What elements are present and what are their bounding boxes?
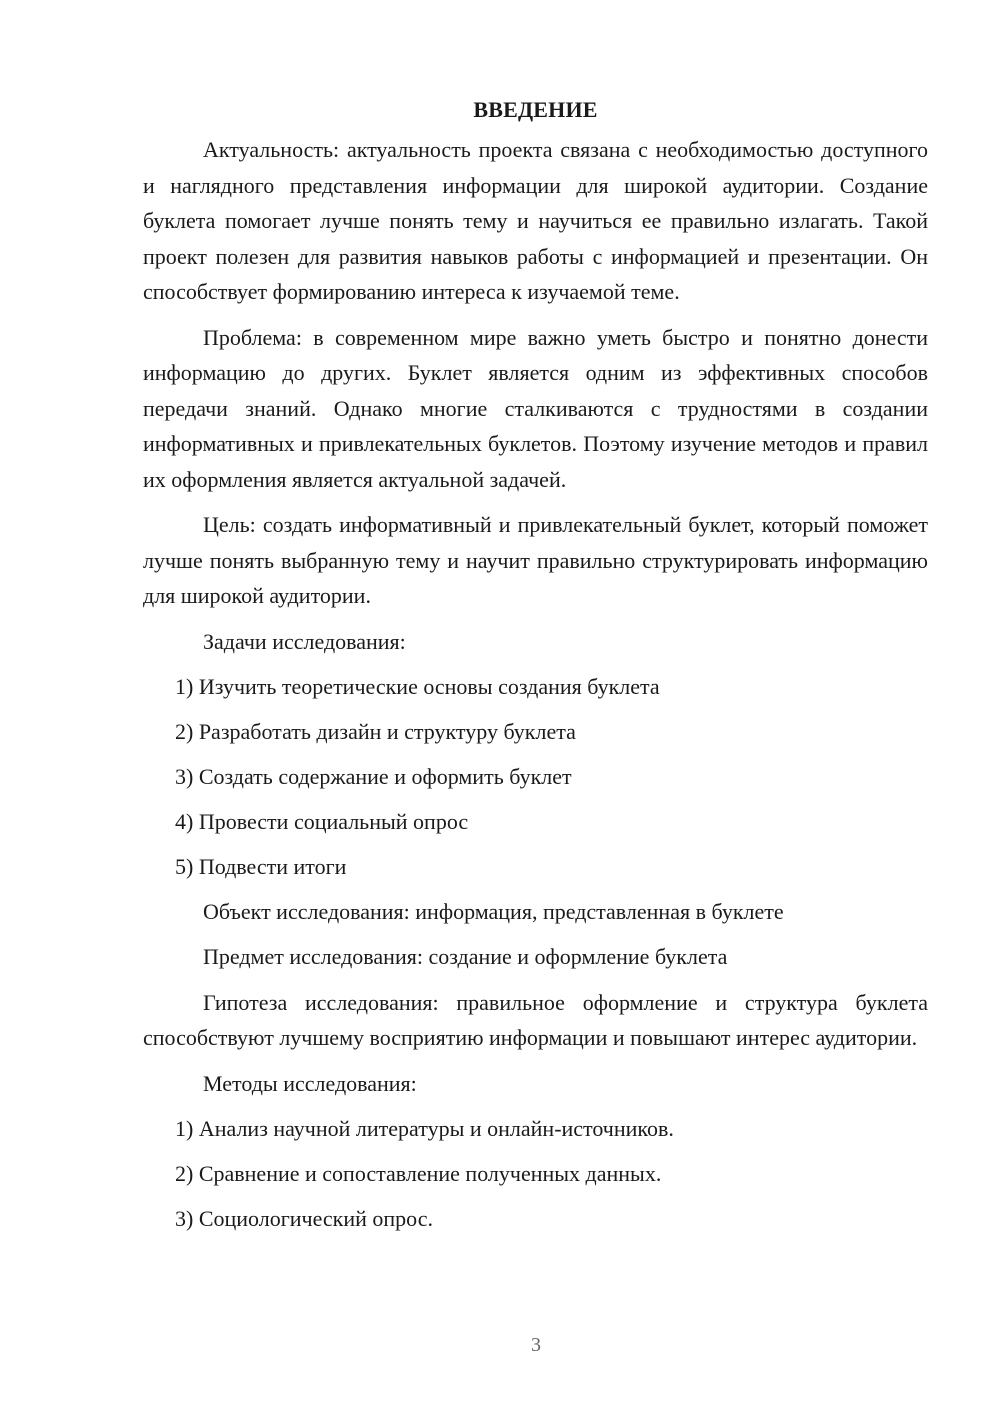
research-subject: Предмет исследования: создание и оформление буклета	[203, 943, 728, 969]
method-item: 2) Сравнение и сопоставление полученных данных.	[175, 1160, 662, 1186]
problem-paragraph: Проблема: в современном мире важно уметь быстро и понятно донести информацию до других. Буклет является одним из эффективных способов передачи знаний. Однако многие сталкиваются с трудностями в создании информативных и привлекательных буклетов. Поэтому изучение методов и правил их оформления является актуальной задачей.	[143, 324, 928, 492]
task-item: 1) Изучить теоретические основы создания буклета	[175, 673, 660, 699]
tasks-heading: Задачи исследования:	[203, 628, 406, 654]
method-item: 3) Социологический опрос.	[175, 1205, 433, 1231]
method-item: 1) Анализ научной литературы и онлайн-источников.	[175, 1115, 674, 1141]
research-object: Объект исследования: информация, представленная в буклете	[203, 898, 784, 924]
page-content	[143, 92, 928, 1237]
task-item: 2) Разработать дизайн и структуру буклета	[175, 718, 576, 744]
hypothesis-paragraph: Гипотеза исследования: правильное оформление и структура буклета способствуют лучшему восприятию информации и повышают интерес аудитории.	[143, 989, 928, 1050]
task-item: 5) Подвести итоги	[175, 853, 347, 879]
task-item: 4) Провести социальный опрос	[175, 808, 469, 834]
methods-heading: Методы исследования:	[203, 1070, 417, 1096]
goal-paragraph: Цель: создать информативный и привлекательный буклет, который поможет лучше понять выбранную тему и научит правильно структурировать информацию для широкой аудитории.	[143, 512, 928, 608]
page-number: 3	[531, 1334, 541, 1356]
section-title: ВВЕДЕНИЕ	[473, 97, 598, 122]
task-item: 3) Создать содержание и оформить буклет	[175, 763, 572, 789]
relevance-paragraph: Актуальность: актуальность проекта связана с необходимостью доступного и наглядного представления информации для широкой аудитории. Создание буклета помогает лучше понять тему и научиться ее правильно излагать. Такой проект полезен для развития навыков работы с информацией и презентации. Он способствует формированию интереса к изучаемой теме.	[143, 137, 928, 304]
